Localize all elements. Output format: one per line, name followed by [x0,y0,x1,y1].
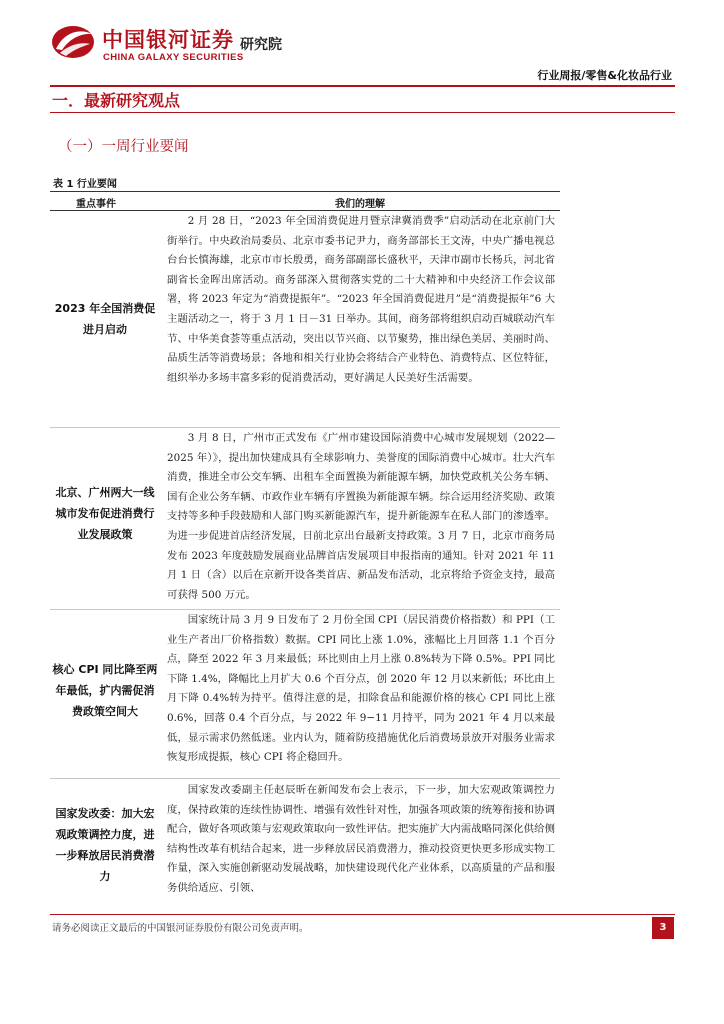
table-header-event: 重点事件 [76,199,116,210]
table-top-rule [50,191,560,192]
subsection-title: （一）一周行业要闻 [58,139,189,155]
report-type: 行业周报/零售&化妆品行业 [537,69,672,82]
galaxy-logo-icon [50,24,96,60]
table-row-event: 核心 CPI 同比降至两年最低，扩内需促消费政策空间大 [52,663,158,718]
table-header-understanding: 我们的理解 [335,199,385,210]
table-row-event: 2023 年全国消费促进月启动 [54,302,156,336]
page-header [0,0,724,90]
brand-name-cn: 中国银河证券 [102,28,234,52]
header-divider [50,85,675,87]
row-separator [50,778,560,779]
table-row-event: 北京、广州两大一线城市发布促进消费行业发展政策 [55,486,155,541]
institute-label: 研究院 [240,37,282,53]
disclaimer: 请务必阅读正文最后的中国银河证券股份有限公司免责声明。 [52,923,309,934]
table-row-desc: 国家统计局 3 月 9 日发布了 2 月份全国 CPI（居民消费价格指数）和 PPI（工业生产者出厂价格指数）数据。CPI 同比上涨 1.0%，涨幅比上月回落 1.1 个百分点，降至 2022 年 3 月来最低；环比则由上月上涨 0.8%转为下降 0.5%。PPI 同比下降 1.4%，降幅比上月扩大 0.6 个百分点，创 2020 年 12 月以来新低；环比由上月下降 0.4%转为持平。值得注意的是，扣除食品和能源价格的核心 CPI 同比上涨 0.6%，回落 0.4 个百分点，与 2022 年 9−11 月持平，同为 2021 年 4 月以来最低，显示需求仍然低迷。业内认为，随着防疫措施优化后消费场景放开对服务业需求恢复形成提振，核心 CPI 将企稳回升。 [167,614,555,764]
table-row-desc: 国家发改委副主任赵辰昕在新闻发布会上表示，下一步，加大宏观政策调控力度，保持政策的连续性协调性、增强有效性针对性，加强各项政策的统筹衔接和协调配合，做好各项政策与宏观政策取向一致性评估。把实施扩大内需战略同深化供给侧结构性改革有机结合起来，进一步释放居民消费潜力，推动投资更快更多形成实物工作量，深入实施创新驱动发展战略，加快建设现代化产业体系，以高质量的产品和服务供给适应、引领、 [167,784,555,894]
row-separator [50,427,560,428]
table-row-event: 国家发改委：加大宏观政策调控力度，进一步释放居民消费潜力 [55,807,155,883]
table-row-desc: 3 月 8 日，广州市正式发布《广州市建设国际消费中心城市发展规划（2022—2025 年）》，提出加快建成具有全球影响力、美誉度的国际消费中心城市。壮大汽车消费，推进全市公交车辆、出租车全面置换为新能源车辆，加快党政机关公务车辆、国有企业公务车辆、市政作业车辆有序置换为新能源车辆。综合运用经济奖励、政策支持等多种手段鼓励和人部门购买新能源汽车，提升新能源车在私人部门的渗透率。为进一步促进首店经济发展，日前北京出台最新支持政策。3 月 7 日，北京市商务局发布 2023 年度鼓励发展商业品牌首店发展项目申报指南的通知。针对 2021 年 11 月 1 日（含）以后在京新开设各类首店、新品发布活动，北京将给予资金支持，最高可获得 500 万元。 [167,432,555,601]
row-separator [50,609,560,610]
table-caption: 表 1 行业要闻 [53,179,117,190]
section-divider [50,112,675,113]
section-title: 一．最新研究观点 [52,91,181,110]
table-header-rule [50,210,560,211]
page-number: 3 [652,917,674,939]
brand-name-en: CHINA GALAXY SECURITIES [103,52,244,63]
footer-divider [50,914,675,915]
table-row-desc: 2 月 28 日，“2023 年全国消费促进月暨京津冀消费季”启动活动在北京前门大街举行。中央政治局委员、北京市委书记尹力，商务部部长王文涛，中央广播电视总台台长慎海雄，北京市市长殷勇，商务部副部长盛秋平，天津市副市长杨兵，河北省副省长金晖出席活动。商务部深入贯彻落实党的二十大精神和中央经济工作会议部署，将 2023 年定为“消费提振年”。“2023 年全国消费促进月”是“消费提振年”6 大主题活动之一，将于 3 月 1 日－31 日举办。其间，商务部将组织启动百城联动汽车节、中华美食荟等重点活动，突出以节兴商、以节聚势，推出绿色美居、美丽时尚、品质生活等消费场景；各地和相关行业协会将结合产业特色、消费特点、区位特征，组织举办多场丰富多彩的促消费活动，更好满足人民美好生活需要。 [167,215,555,384]
